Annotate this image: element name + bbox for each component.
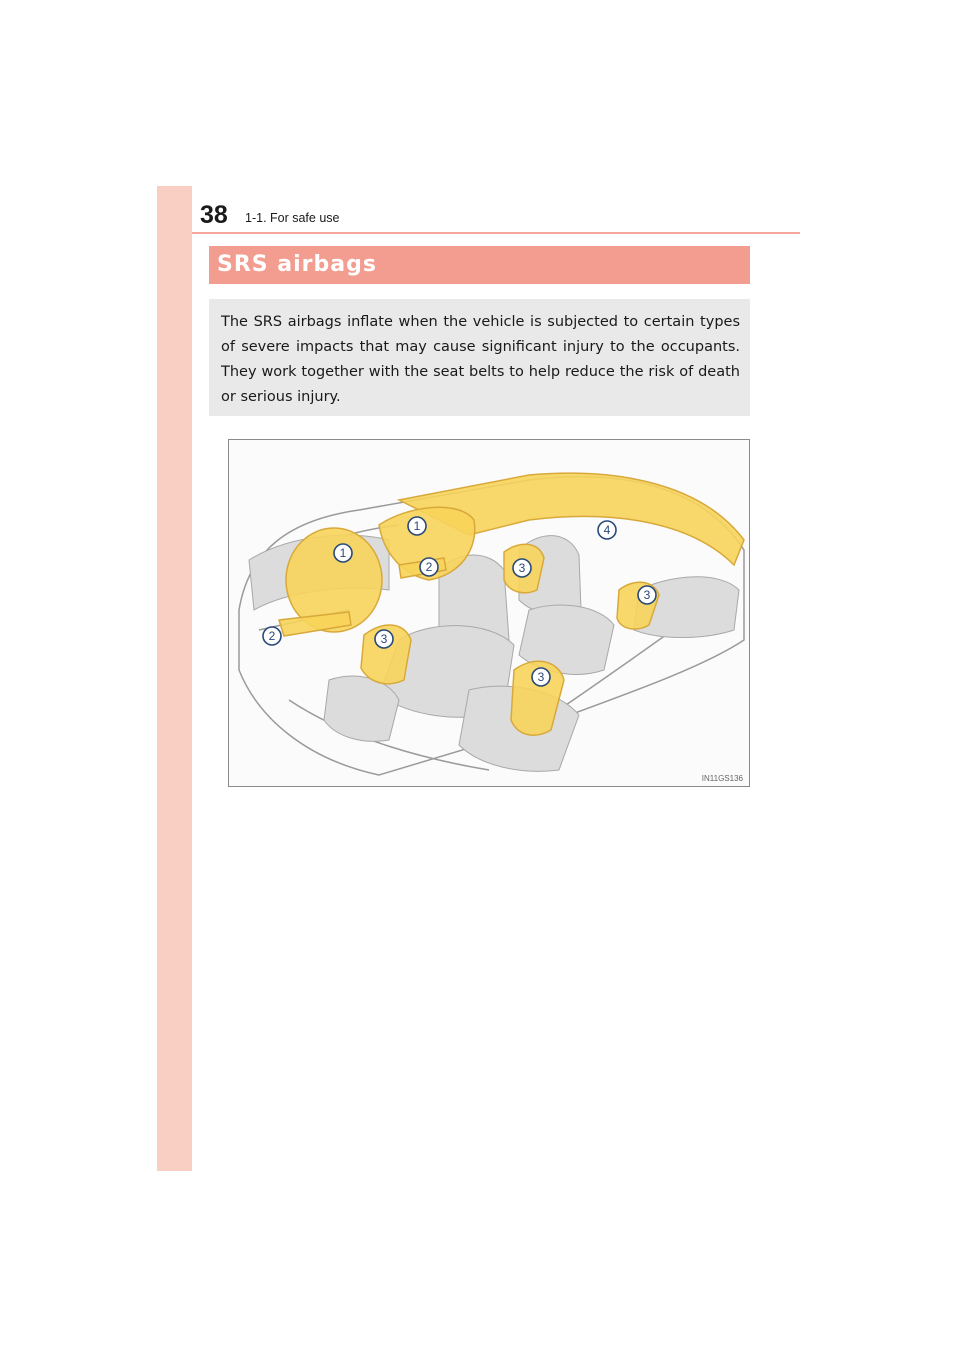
chapter-side-strip [157,186,192,1171]
callout-label-1a: 1 [339,546,347,560]
callout-label-4: 4 [603,523,611,537]
callout-label-1b: 1 [413,519,421,533]
section-label: 1-1. For safe use [245,211,340,225]
callout-label-3c: 3 [643,588,651,602]
callout-label-3a: 3 [518,561,526,575]
driver-knee-airbag [279,612,351,636]
callout-label-2b: 2 [268,629,276,643]
figure-code: IN11GS136 [701,774,743,783]
intro-text: The SRS airbags inflate when the vehicle is subjected to certain types of severe impacts that may cause significant injury to the occupants. They work together with the seat belts to help reduce the risk of death or serious injury. [221,314,740,405]
car-interior-drawing [229,440,749,786]
airbag-illustration [228,439,750,787]
header-rule [192,232,800,234]
callout-label-3b: 3 [380,632,388,646]
page-number: 38 [200,201,228,229]
callout-label-2a: 2 [425,560,433,574]
callout-label-3d: 3 [537,670,545,684]
intro-box [209,299,750,416]
section-title-bar [209,246,750,284]
section-title: SRS airbags [217,252,377,277]
